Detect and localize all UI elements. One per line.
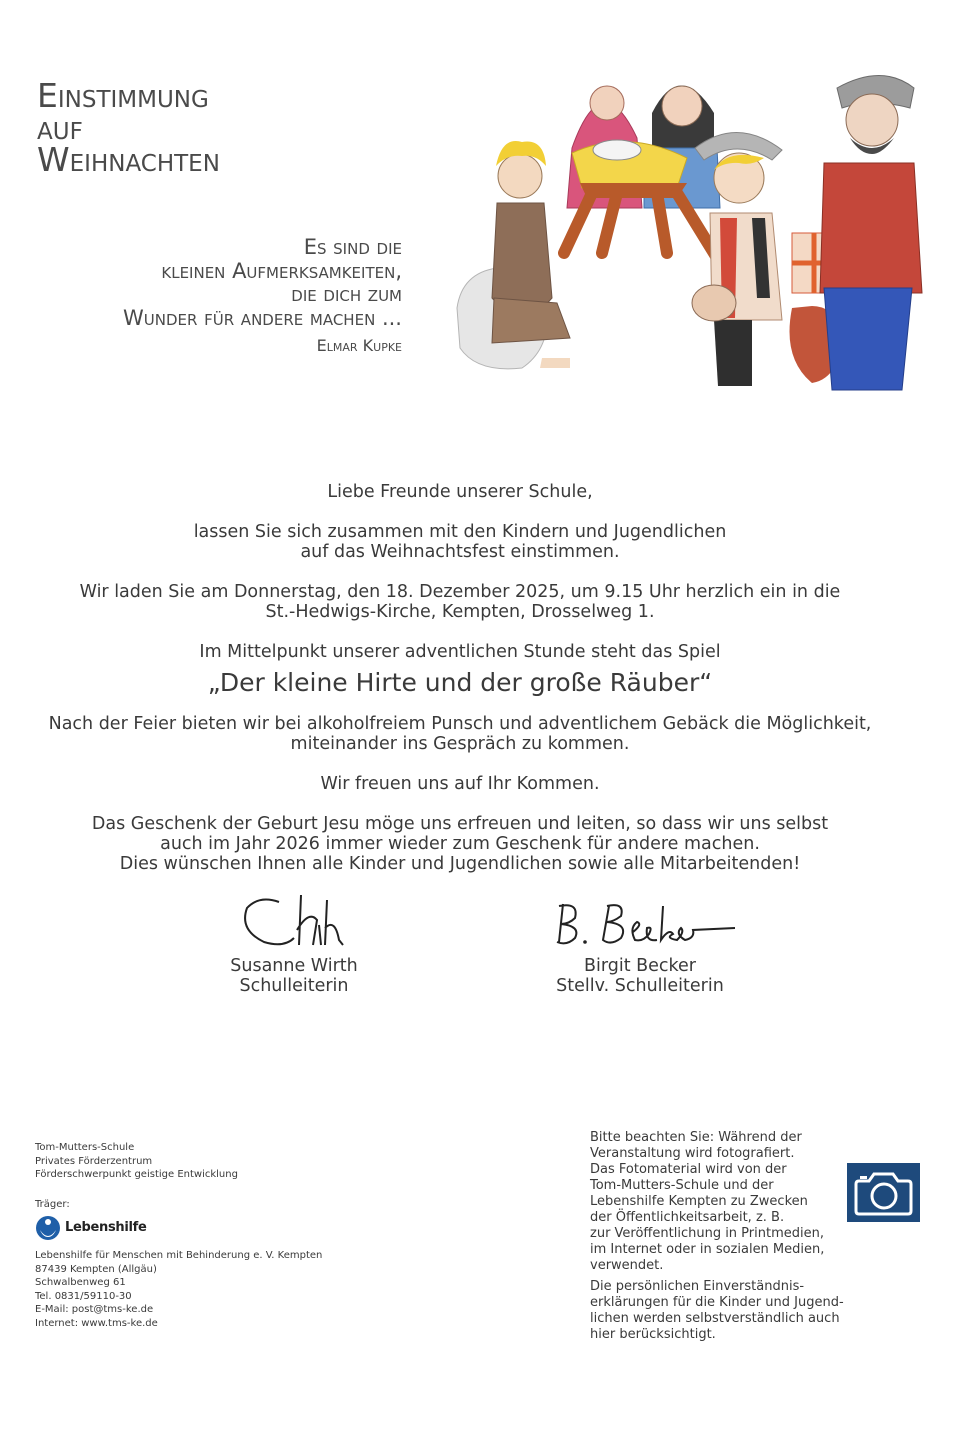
- quote-line-4: Wunder für andere machen ...: [123, 305, 402, 330]
- notice-line: Die persönlichen Einverständnis-: [590, 1279, 805, 1294]
- org-street: Schwalbenweg 61: [35, 1277, 126, 1288]
- notice-line: Das Fotomaterial wird von der: [590, 1162, 787, 1177]
- intro-line-1: lassen Sie sich zusammen mit den Kindern und Jugendlichen: [193, 522, 727, 542]
- blessing-line-2: auch im Jahr 2026 immer wieder zum Geschenk für andere machen.: [160, 834, 760, 854]
- quote-line-1: Es sind die: [303, 235, 402, 259]
- notice-line: im Internet oder in sozialen Medien,: [590, 1242, 825, 1257]
- after-line-1: Nach der Feier bieten wir bei alkoholfreiem Punsch und adventlichem Gebäck die Möglichkeit,: [48, 714, 872, 734]
- blessing-line-3: Dies wünschen Ihnen alle Kinder und Jugendlichen sowie alle Mitarbeitenden!: [119, 854, 801, 874]
- signature-becker: [545, 898, 735, 950]
- school-name: Tom-Mutters-Schule: [35, 1142, 135, 1153]
- play-title: „Der kleine Hirte und der große Räuber“: [207, 668, 713, 697]
- title-line-2: auf: [37, 108, 83, 147]
- notice-line: Lebenshilfe Kempten zu Zwecken: [590, 1194, 808, 1209]
- signature-block-right: [540, 898, 740, 996]
- paragraph-after: [0, 714, 920, 754]
- signature-block-left: [214, 890, 374, 996]
- after-line-2: miteinander ins Gespräch zu kommen.: [290, 734, 630, 754]
- invitation-letter: [0, 482, 920, 894]
- blessing-line-1: Das Geschenk der Geburt Jesu möge uns erfreuen und leiten, so dass wir uns selbst: [91, 814, 829, 834]
- lebenshilfe-logo-icon: [35, 1215, 61, 1241]
- greeting: Liebe Freunde unserer Schule,: [327, 482, 593, 502]
- notice-line: zur Veröffentlichung in Printmedien,: [590, 1226, 824, 1241]
- school-type: Privates Förderzentrum: [35, 1155, 153, 1167]
- signer-role-right: Stellv. Schulleiterin: [556, 976, 724, 996]
- logo-text: Lebenshilfe: [65, 1220, 147, 1236]
- quote-line-2: kleinen Aufmerksamkeiten,: [161, 258, 402, 283]
- invitation-line-1: Wir laden Sie am Donnerstag, den 18. Dezember 2025, um 9.15 Uhr herzlich ein in die: [79, 582, 841, 602]
- nativity-drawing: [452, 58, 938, 394]
- quote: [40, 236, 402, 358]
- signer-role-left: Schulleiterin: [239, 976, 349, 996]
- traeger-label: Träger:: [35, 1198, 70, 1210]
- signer-name-right: Birgit Becker: [583, 956, 696, 976]
- notice-line: Tom-Mutters-Schule und der: [590, 1178, 774, 1193]
- notice-line: hier berücksichtigt.: [590, 1327, 716, 1342]
- quote-line-3: die dich zum: [291, 282, 402, 306]
- photo-notice-paragraph-2: [590, 1279, 845, 1343]
- org-email[interactable]: E-Mail: post@tms-ke.de: [35, 1304, 154, 1315]
- title-line-1: Einstimmung: [37, 76, 209, 115]
- lebenshilfe-logo: [35, 1215, 322, 1241]
- paragraph-intro: [0, 522, 920, 562]
- invitation-line-2: St.-Hedwigs-Kirche, Kempten, Drosselweg 1.: [265, 602, 655, 622]
- intro-line-2: auf das Weihnachtsfest einstimmen.: [300, 542, 620, 562]
- notice-line: Bitte beachten Sie: Während der: [590, 1130, 802, 1145]
- quote-author: Elmar Kupke: [316, 336, 402, 355]
- org-website[interactable]: Internet: www.tms-ke.de: [35, 1317, 158, 1329]
- photo-notice-paragraph-1: [590, 1130, 845, 1274]
- title-line-3: Weihnachten: [37, 140, 220, 179]
- photo-notice: [590, 1130, 845, 1348]
- paragraph-invitation: [0, 582, 920, 622]
- paragraph-welcome: Wir freuen uns auf Ihr Kommen.: [320, 774, 600, 794]
- org-name: Lebenshilfe für Menschen mit Behinderung e. V. Kempten: [35, 1250, 323, 1261]
- org-phone: Tel. 0831/59110-30: [35, 1290, 132, 1302]
- org-city: 87439 Kempten (Allgäu): [35, 1263, 157, 1275]
- camera-icon: [847, 1163, 920, 1222]
- notice-line: verwendet.: [590, 1258, 664, 1273]
- notice-line: erklärungen für die Kinder und Jugend-: [590, 1295, 844, 1310]
- footer-contact: [35, 1141, 322, 1330]
- notice-line: der Öffentlichkeitsarbeit, z. B.: [590, 1210, 785, 1225]
- page-title: [37, 76, 220, 179]
- paragraph-play: Im Mittelpunkt unserer adventlichen Stunde steht das Spiel: [199, 642, 721, 662]
- notice-line: Veranstaltung wird fotografiert.: [590, 1146, 795, 1161]
- signature-wirth: [239, 890, 349, 950]
- school-focus: Förderschwerpunkt geistige Entwicklung: [35, 1169, 238, 1180]
- signer-name-left: Susanne Wirth: [230, 956, 358, 976]
- paragraph-blessing: [0, 814, 920, 874]
- notice-line: lichen werden selbstverständlich auch: [590, 1311, 840, 1326]
